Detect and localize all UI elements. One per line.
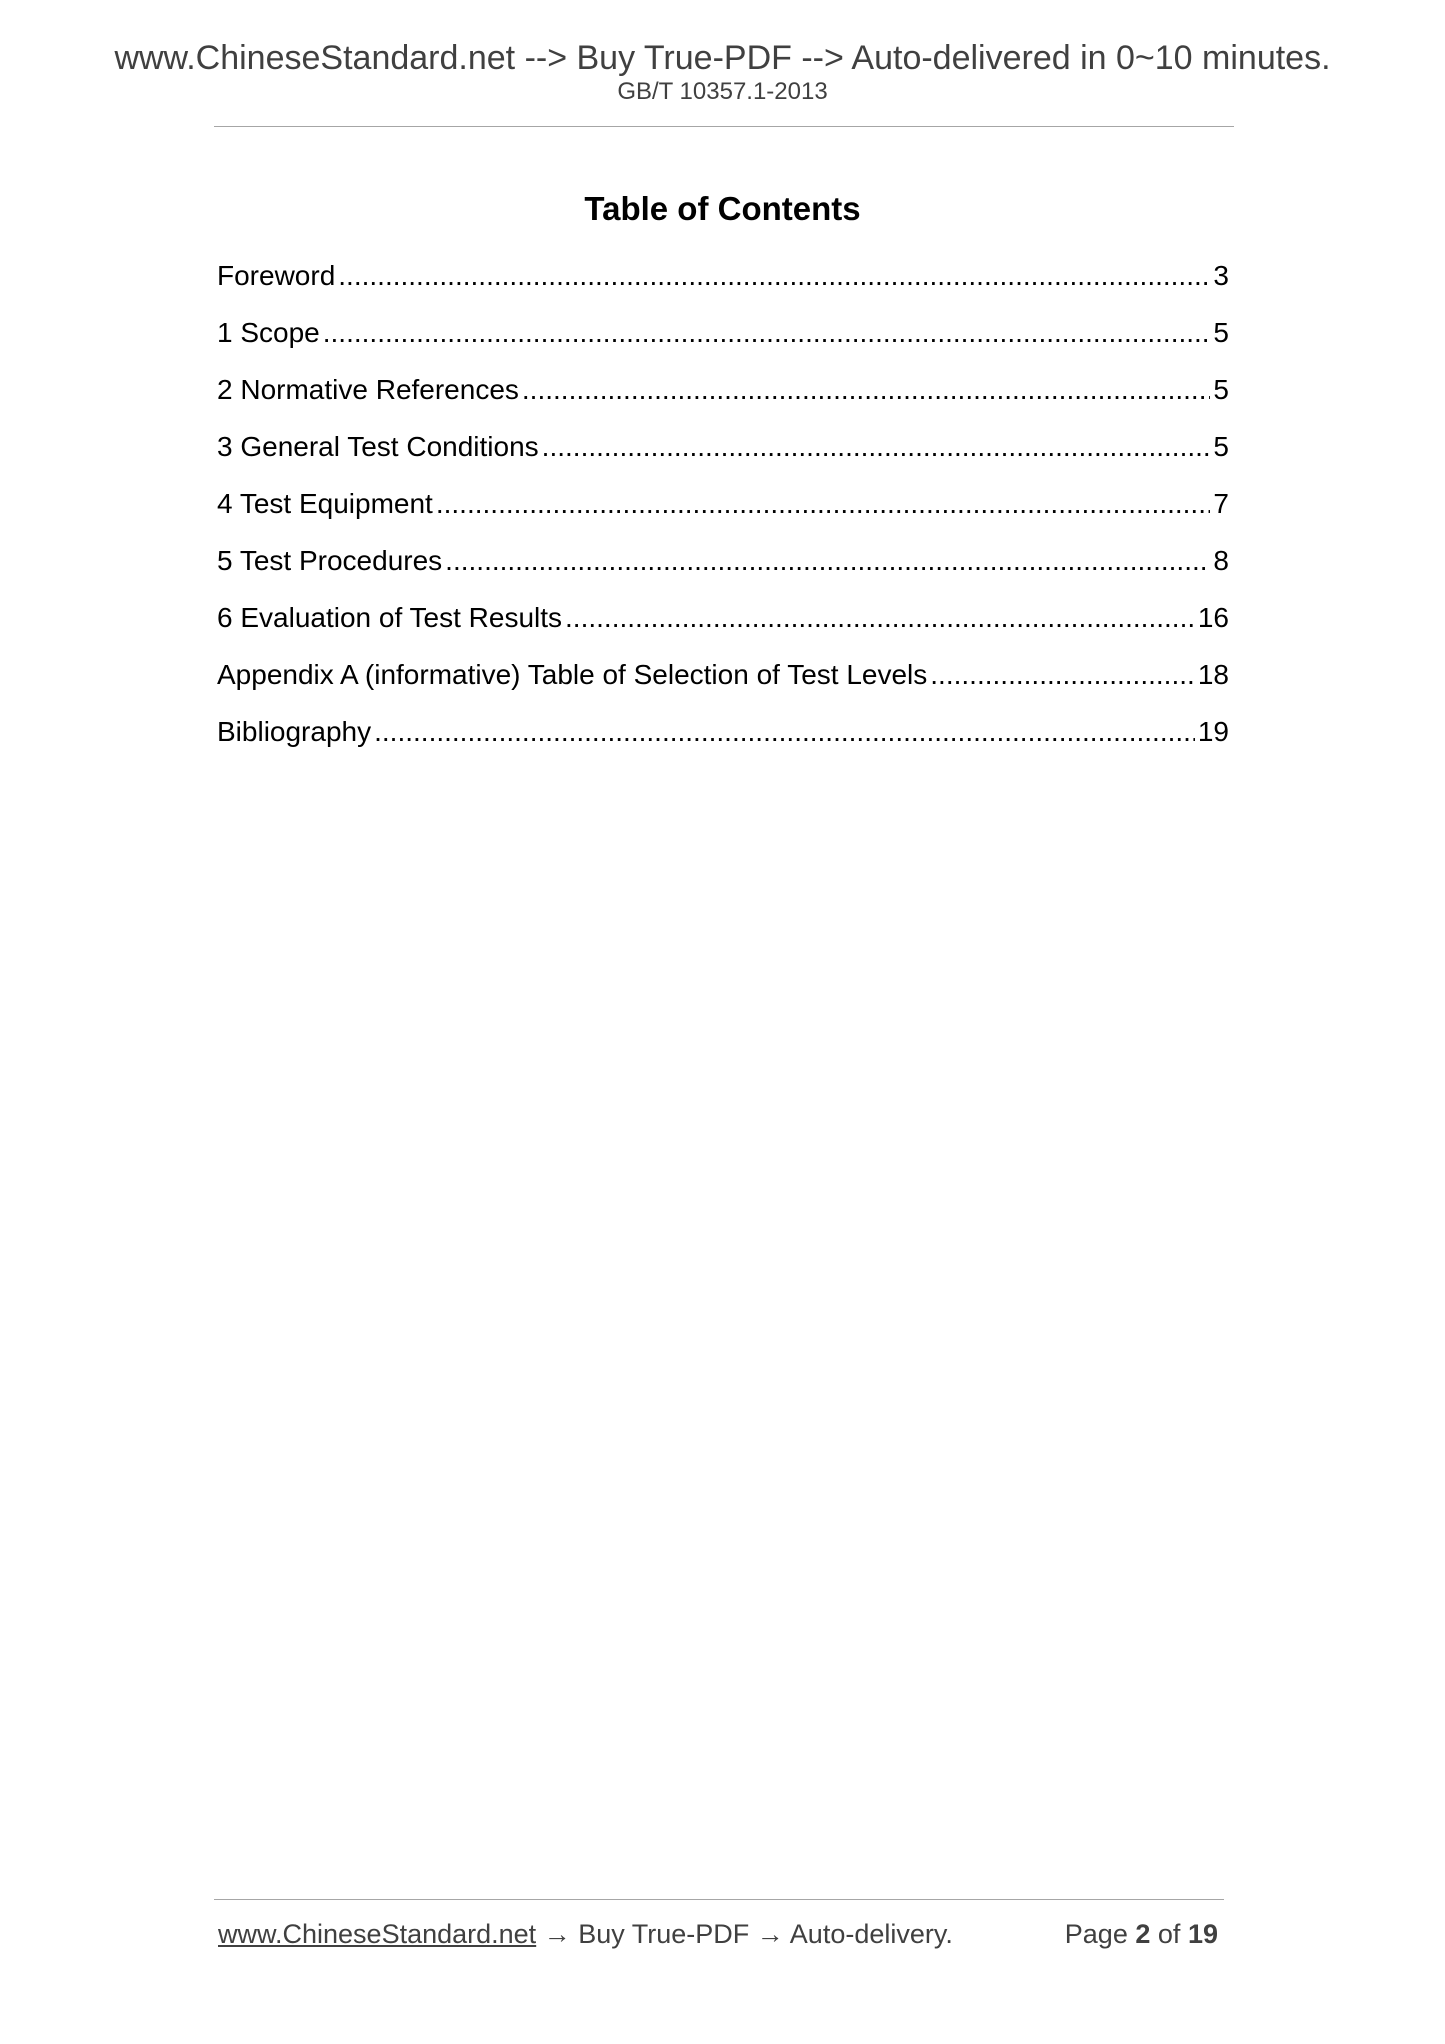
page-word: Page [1064,1919,1128,1949]
page-number [1065,1914,1218,1954]
site-banner: www.ChineseStandard.net --> Buy True-PDF --> Auto-delivered in 0~10 minutes. [114,39,1331,77]
toc-entry-evaluation-of-test-results[interactable] [217,598,1229,655]
toc-entry-page: 16 [1197,602,1229,633]
toc-entry-label: Bibliography [217,716,372,747]
document-code: GB/T 10357.1-2013 [617,78,828,105]
toc-entry-page: 5 [1213,317,1229,348]
toc-entry-page: 5 [1213,431,1229,462]
footer-site-link[interactable]: www.ChineseStandard.net [218,1919,537,1949]
toc-entry-page: 7 [1213,488,1229,519]
toc-entry-label: 4 Test Equipment [217,488,433,519]
toc-entry-label: Appendix A (informative) Table of Selection of Test Levels [217,659,928,690]
footer-buy-text: Buy True-PDF [578,1919,750,1949]
toc-leader-dots [565,598,1195,638]
arrow-right-icon: → [543,1919,571,1949]
toc-leader-dots [542,427,1211,467]
toc-entry-page: 3 [1213,260,1229,291]
toc-entry-page: 19 [1197,716,1229,747]
toc-leader-dots [323,313,1211,353]
toc-entry-page: 18 [1197,659,1229,690]
footer-divider [214,1899,1224,1900]
footer-promo [218,1914,953,1954]
toc-entry-test-procedures[interactable] [217,541,1229,598]
page-total: 19 [1187,1919,1218,1949]
toc-leader-dots [445,541,1210,581]
toc-entry-normative-references[interactable] [217,370,1229,427]
arrow-right-icon: → [756,1919,784,1949]
toc-leader-dots [374,712,1195,752]
page-footer [218,1914,1224,1954]
toc-entry-label: 3 General Test Conditions [217,431,539,462]
toc-leader-dots [436,484,1211,524]
toc-entry-label: 1 Scope [217,317,320,348]
of-word: of [1157,1919,1181,1949]
toc-entry-label: 5 Test Procedures [217,545,443,576]
toc-title: Table of Contents [584,190,861,227]
toc-leader-dots [338,256,1210,296]
header-divider [214,126,1234,127]
page-current: 2 [1135,1919,1151,1949]
toc-entry-bibliography[interactable] [217,712,1229,769]
toc-entry-page: 8 [1213,545,1229,576]
toc-entry-page: 5 [1213,374,1229,405]
toc-leader-dots [930,655,1195,695]
toc-entry-label: 6 Evaluation of Test Results [217,602,563,633]
toc-entry-test-equipment[interactable] [217,484,1229,541]
toc-entry-general-test-conditions[interactable] [217,427,1229,484]
toc-entry-label: Foreword [217,260,336,291]
toc-leader-dots [522,370,1211,410]
toc-list [217,256,1229,769]
toc-entry-foreword[interactable] [217,256,1229,313]
toc-entry-label: 2 Normative References [217,374,519,405]
toc-entry-appendix-a[interactable] [217,655,1229,712]
toc-entry-scope[interactable] [217,313,1229,370]
footer-delivery-text: Auto-delivery. [789,1919,953,1949]
